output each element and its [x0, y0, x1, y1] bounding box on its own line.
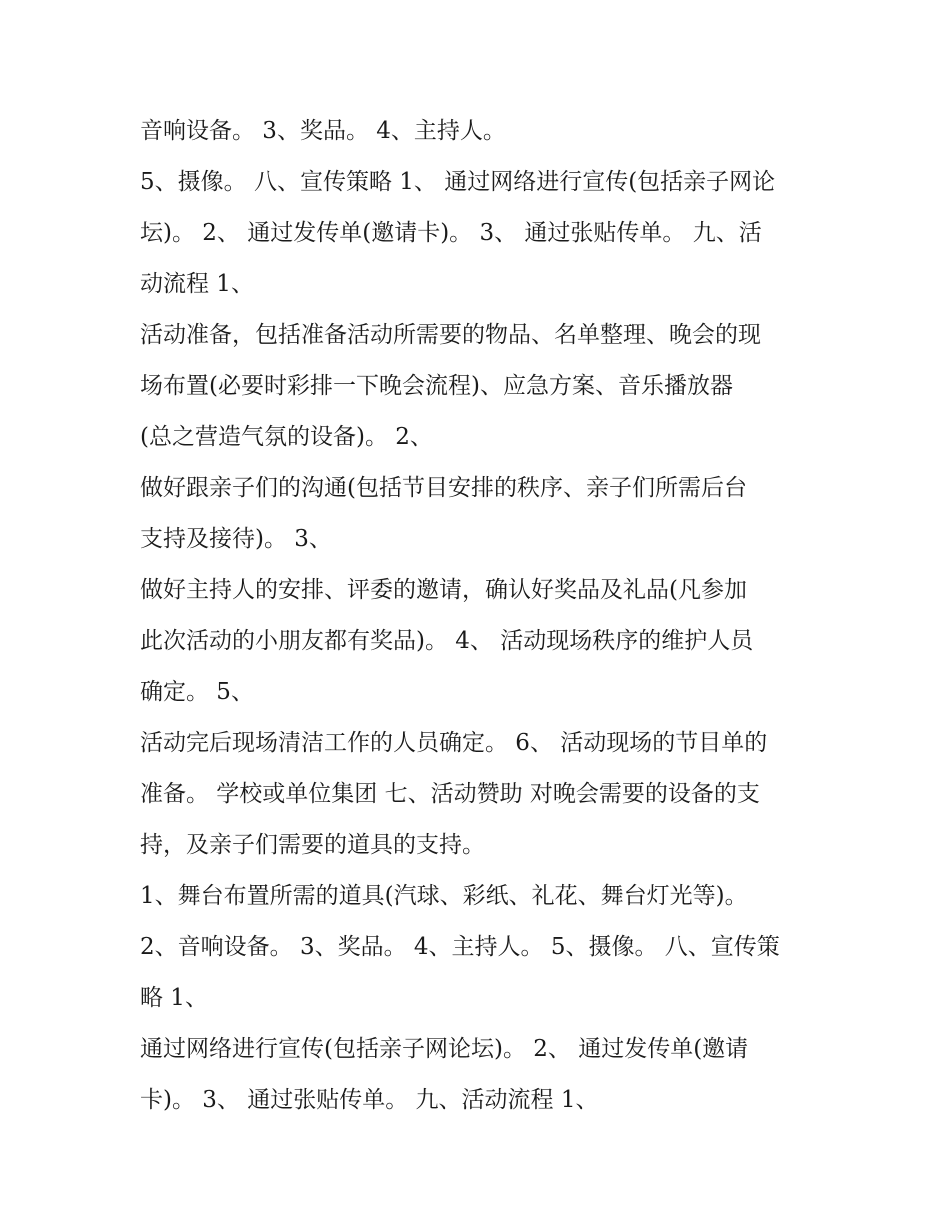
text-line: 活动完后现场清洁工作的人员确定。 6、 活动现场的节目单的: [140, 730, 768, 756]
document-body: [140, 106, 840, 1126]
text-line: 持，及亲子们需要的道具的支持。: [140, 832, 485, 858]
text-line: 做好跟亲子们的沟通(包括节目安排的秩序、亲子们所需后台: [140, 475, 747, 501]
text-line: 动流程 1、: [140, 271, 254, 297]
text-line: 通过网络进行宣传(包括亲子网论坛)。 2、 通过发传单(邀请: [140, 1036, 749, 1062]
text-line: 场布置(必要时彩排一下晚会流程)、应急方案、音乐播放器: [140, 373, 733, 399]
text-line: 5、摄像。 八、宣传策略 1、 通过网络进行宣传(包括亲子网论: [140, 169, 776, 195]
text-line: 支持及接待)。 3、: [140, 526, 332, 552]
text-line: 坛)。 2、 通过发传单(邀请卡)。 3、 通过张贴传单。 九、活: [140, 220, 762, 246]
text-line: 1、舞台布置所需的道具(汽球、彩纸、礼花、舞台灯光等)。: [140, 883, 748, 909]
text-line: 2、音响设备。 3、奖品。 4、主持人。 5、摄像。 八、宣传策: [140, 934, 780, 960]
text-line: 确定。 5、: [140, 679, 254, 705]
text-line: 略 1、: [140, 985, 208, 1011]
text-line: 卡)。 3、 通过张贴传单。 九、活动流程 1、: [140, 1087, 599, 1113]
text-line: 活动准备，包括准备活动所需要的物品、名单整理、晚会的现: [140, 322, 761, 348]
text-line: 准备。 学校或单位集团 七、活动赞助 对晚会需要的设备的支: [140, 781, 760, 807]
text-line: 音响设备。 3、奖品。 4、主持人。: [140, 118, 506, 144]
text-line: 此次活动的小朋友都有奖品)。 4、 活动现场秩序的维护人员: [140, 628, 754, 654]
text-line: (总之营造气氛的设备)。 2、: [140, 424, 433, 450]
text-line: 做好主持人的安排、评委的邀请，确认好奖品及礼品(凡参加: [140, 577, 747, 603]
